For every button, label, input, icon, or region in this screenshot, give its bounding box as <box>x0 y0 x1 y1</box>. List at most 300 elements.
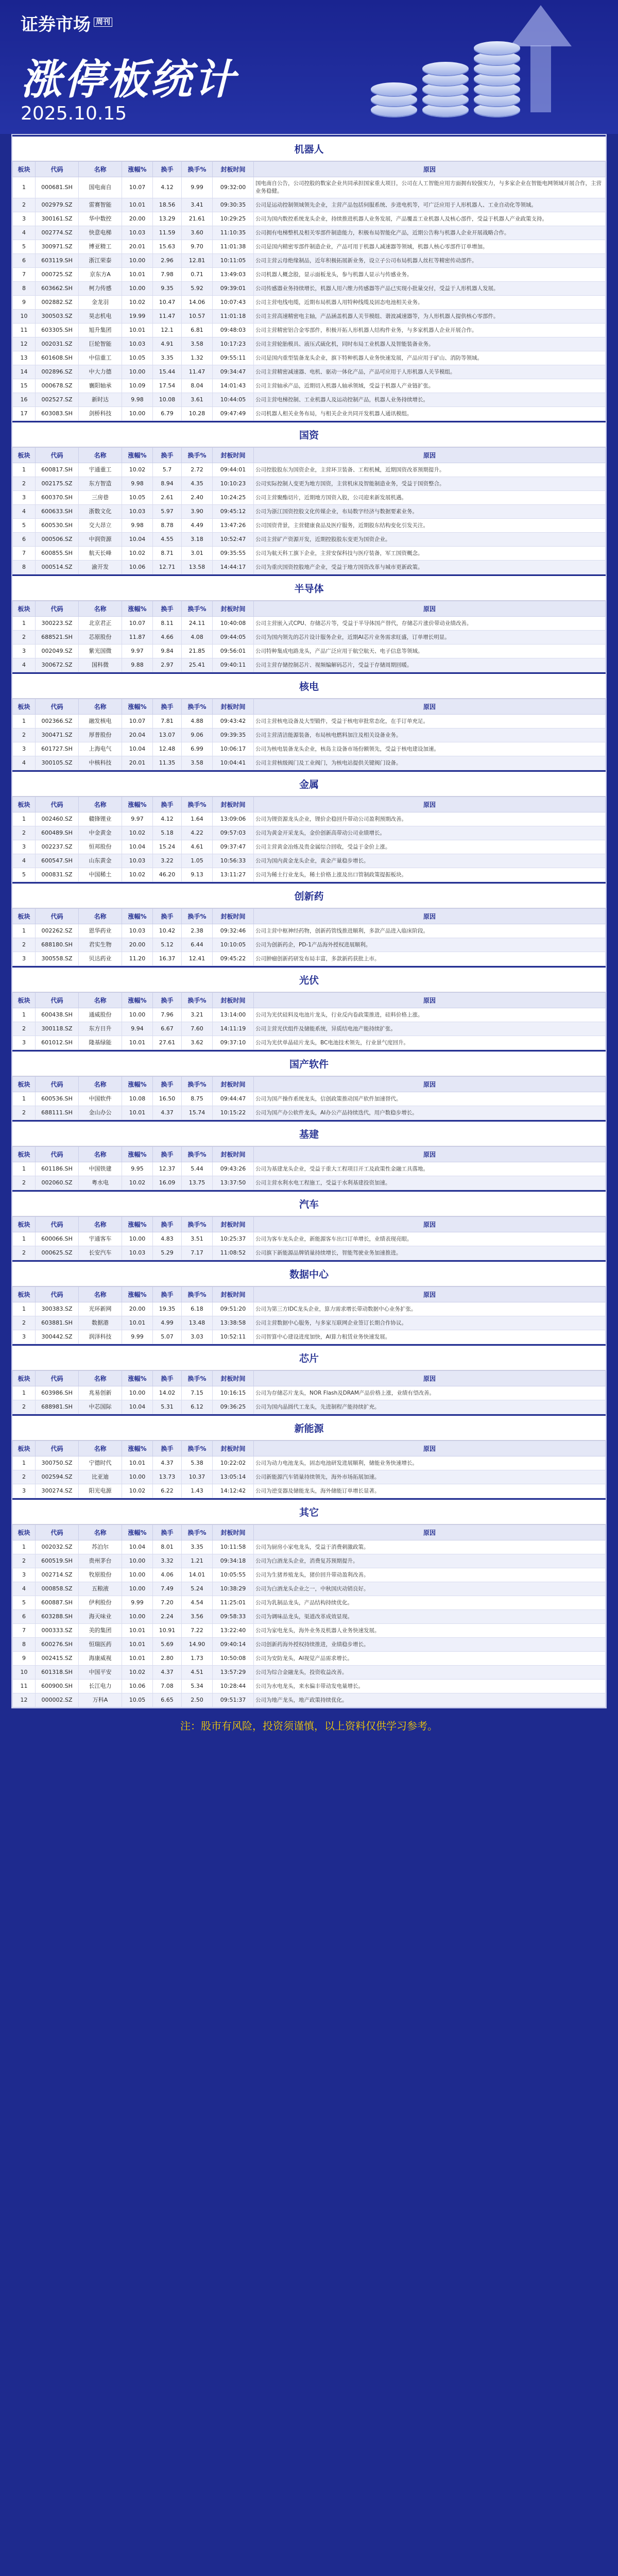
turnover-pct: 21.61 <box>182 212 213 226</box>
turnover-pct: 9.06 <box>182 728 213 742</box>
turnover-pct: 14.01 <box>182 1568 213 1582</box>
row-index: 3 <box>13 1568 36 1582</box>
column-header: 涨幅% <box>122 1147 153 1162</box>
stock-code: 600633.SH <box>36 505 79 519</box>
gain-pct: 10.04 <box>122 742 153 756</box>
limit-time: 14:01:43 <box>213 379 254 393</box>
row-index: 3 <box>13 952 36 966</box>
limit-time: 13:05:14 <box>213 1470 254 1484</box>
stock-code: 000678.SZ <box>36 379 79 393</box>
turnover: 8.71 <box>153 547 182 561</box>
turnover-pct: 13.75 <box>182 1176 213 1190</box>
column-header: 名称 <box>79 1217 122 1232</box>
row-index: 1 <box>13 177 36 198</box>
column-header: 原因 <box>254 699 606 715</box>
turnover-pct: 0.71 <box>182 268 213 282</box>
row-index: 1 <box>13 1540 36 1554</box>
column-header: 换手% <box>182 909 213 924</box>
turnover: 10.47 <box>153 296 182 310</box>
turnover: 4.55 <box>153 533 182 547</box>
column-header: 涨幅% <box>122 1525 153 1540</box>
row-index: 3 <box>13 491 36 505</box>
turnover: 12.71 <box>153 561 182 574</box>
turnover: 3.32 <box>153 1554 182 1568</box>
stock-code: 300471.SZ <box>36 728 79 742</box>
column-header: 换手 <box>153 699 182 715</box>
column-header: 涨幅% <box>122 1441 153 1456</box>
limit-time: 10:50:08 <box>213 1652 254 1666</box>
column-header: 板块 <box>13 797 36 812</box>
stock-code: 601186.SH <box>36 1162 79 1176</box>
table-row <box>13 561 606 574</box>
column-header: 封板时间 <box>213 1077 254 1092</box>
stock-code: 688521.SH <box>36 631 79 645</box>
turnover-pct: 3.90 <box>182 505 213 519</box>
row-index: 11 <box>13 324 36 337</box>
column-header: 代码 <box>36 162 79 177</box>
row-index: 2 <box>13 1106 36 1120</box>
reason-text: 公司为国内晶圆代工龙头，先进制程产能持续扩充。 <box>254 1400 606 1414</box>
table-row <box>13 1680 606 1693</box>
stock-code: 600855.SH <box>36 547 79 561</box>
turnover-pct: 7.22 <box>182 1624 213 1638</box>
column-header: 封板时间 <box>213 993 254 1008</box>
row-index: 2 <box>13 198 36 212</box>
table-row <box>13 715 606 728</box>
reason-text: 公司为稀土行业龙头，稀土价格上涨及出口管制政策提振板块。 <box>254 868 606 882</box>
turnover: 6.22 <box>153 1484 182 1498</box>
table-row <box>13 1693 606 1707</box>
column-header: 封板时间 <box>213 448 254 463</box>
column-header: 换手% <box>182 1147 213 1162</box>
column-header: 涨幅% <box>122 797 153 812</box>
stock-code: 000333.SZ <box>36 1624 79 1638</box>
row-index: 2 <box>13 1400 36 1414</box>
reason-text: 公司主营轴承产品，近期切入机器人轴承领域，受益于机器人产业链扩张。 <box>254 379 606 393</box>
stock-code: 603083.SH <box>36 407 79 421</box>
row-index: 3 <box>13 742 36 756</box>
turnover-pct: 3.58 <box>182 337 213 351</box>
row-index: 1 <box>13 463 36 477</box>
reason-text: 公司新能源汽车销量持续领先，海外市场拓展加速。 <box>254 1470 606 1484</box>
row-index: 4 <box>13 658 36 672</box>
stock-name: 恒邦股份 <box>79 840 122 854</box>
column-header: 原因 <box>254 909 606 924</box>
stock-code: 002031.SZ <box>36 337 79 351</box>
section-table <box>12 908 606 966</box>
column-header: 原因 <box>254 162 606 177</box>
table-row <box>13 177 606 198</box>
row-index: 9 <box>13 296 36 310</box>
row-index: 12 <box>13 337 36 351</box>
reason-text: 公司为白酒龙头企业，消费复苏预期提升。 <box>254 1554 606 1568</box>
column-header: 代码 <box>36 1147 79 1162</box>
row-index: 4 <box>13 1582 36 1596</box>
stock-name: 兆易创新 <box>79 1386 122 1400</box>
row-index: 3 <box>13 1330 36 1344</box>
stock-code: 300442.SZ <box>36 1330 79 1344</box>
column-header: 名称 <box>79 993 122 1008</box>
stock-code: 000625.SZ <box>36 1246 79 1260</box>
stock-code: 002175.SZ <box>36 477 79 491</box>
column-header: 名称 <box>79 699 122 715</box>
turnover-pct: 5.44 <box>182 1162 213 1176</box>
column-header: 板块 <box>13 1147 36 1162</box>
limit-time: 10:07:43 <box>213 296 254 310</box>
reason-text: 公司为白酒龙头企业之一，中秋国庆动销良好。 <box>254 1582 606 1596</box>
turnover-pct: 9.13 <box>182 868 213 882</box>
table-row <box>13 268 606 282</box>
gain-pct: 10.02 <box>122 1666 153 1680</box>
limit-time: 09:32:46 <box>213 924 254 938</box>
stock-name: 中国软件 <box>79 1092 122 1106</box>
turnover-pct: 2.38 <box>182 924 213 938</box>
reason-text: 公司控股股东为国资企业，主营环卫装备、工程机械，近期国资改革预期提升。 <box>254 463 606 477</box>
stock-code: 603881.SH <box>36 1316 79 1330</box>
table-row <box>13 924 606 938</box>
gain-pct: 9.99 <box>122 1596 153 1610</box>
gain-pct: 10.03 <box>122 924 153 938</box>
column-header: 换手% <box>182 1077 213 1092</box>
row-index: 8 <box>13 1638 36 1652</box>
row-index: 2 <box>13 1554 36 1568</box>
stock-name: 芯原股份 <box>79 631 122 645</box>
column-header: 原因 <box>254 448 606 463</box>
turnover-pct: 4.35 <box>182 477 213 491</box>
turnover: 9.35 <box>153 282 182 296</box>
stock-code: 002366.SZ <box>36 715 79 728</box>
stock-name: 阳光电源 <box>79 1484 122 1498</box>
stock-code: 002882.SZ <box>36 296 79 310</box>
row-index: 7 <box>13 1624 36 1638</box>
stock-code: 601608.SH <box>36 351 79 365</box>
stock-name: 隆基绿能 <box>79 1036 122 1050</box>
row-index: 1 <box>13 1162 36 1176</box>
gain-pct: 10.00 <box>122 1582 153 1596</box>
table-row <box>13 631 606 645</box>
limit-time: 10:16:15 <box>213 1386 254 1400</box>
gain-pct: 10.02 <box>122 826 153 840</box>
column-header: 换手% <box>182 1217 213 1232</box>
section-table <box>12 796 606 882</box>
turnover: 4.91 <box>153 337 182 351</box>
section-title: 半导体 <box>12 574 606 601</box>
stock-code: 688981.SH <box>36 1400 79 1414</box>
brand-name: 证券市场 <box>21 14 91 35</box>
stock-name: 厚普股份 <box>79 728 122 742</box>
column-header: 换手 <box>153 1371 182 1386</box>
stock-name: 昊志机电 <box>79 310 122 324</box>
column-header: 涨幅% <box>122 162 153 177</box>
row-index: 11 <box>13 1680 36 1693</box>
stock-name: 恒瑞医药 <box>79 1638 122 1652</box>
stock-name: 紫光国微 <box>79 645 122 658</box>
stock-name: 海康威视 <box>79 1652 122 1666</box>
reason-text: 公司智算中心建设进度加快，AI算力租赁业务快速发展。 <box>254 1330 606 1344</box>
limit-time: 13:49:03 <box>213 268 254 282</box>
brand-badge: 周刊 <box>94 18 112 27</box>
gain-pct: 10.01 <box>122 1106 153 1120</box>
table-row <box>13 1162 606 1176</box>
row-index: 6 <box>13 254 36 268</box>
row-index: 13 <box>13 351 36 365</box>
column-header: 换手% <box>182 1371 213 1386</box>
turnover-pct: 4.51 <box>182 1666 213 1680</box>
gain-pct: 9.98 <box>122 519 153 533</box>
table-row <box>13 658 606 672</box>
turnover-pct: 6.44 <box>182 938 213 952</box>
stock-name: 金山办公 <box>79 1106 122 1120</box>
column-header: 涨幅% <box>122 601 153 617</box>
gain-pct: 10.01 <box>122 1624 153 1638</box>
table-row <box>13 282 606 296</box>
turnover-pct: 7.17 <box>182 1246 213 1260</box>
stock-code: 300274.SZ <box>36 1484 79 1498</box>
limit-time: 10:05:55 <box>213 1568 254 1582</box>
table-row <box>13 407 606 421</box>
stock-name: 巨轮智能 <box>79 337 122 351</box>
stock-name: 中芯国际 <box>79 1400 122 1414</box>
row-index: 7 <box>13 547 36 561</box>
limit-time: 09:55:11 <box>213 351 254 365</box>
column-header: 涨幅% <box>122 1077 153 1092</box>
turnover-pct: 4.08 <box>182 631 213 645</box>
table-row <box>13 1316 606 1330</box>
column-header: 换手 <box>153 993 182 1008</box>
limit-time: 14:12:42 <box>213 1484 254 1498</box>
column-header: 原因 <box>254 993 606 1008</box>
column-header: 原因 <box>254 601 606 617</box>
gain-pct: 10.01 <box>122 1638 153 1652</box>
stock-name: 中润资源 <box>79 533 122 547</box>
gain-pct: 11.87 <box>122 631 153 645</box>
gain-pct: 20.01 <box>122 756 153 770</box>
turnover: 6.67 <box>153 1022 182 1036</box>
limit-time: 09:51:37 <box>213 1693 254 1707</box>
turnover: 7.96 <box>153 1008 182 1022</box>
stock-name: 华中数控 <box>79 212 122 226</box>
column-header: 换手 <box>153 1525 182 1540</box>
column-header: 换手% <box>182 797 213 812</box>
table-row <box>13 728 606 742</box>
column-header: 封板时间 <box>213 1371 254 1386</box>
reason-text: 公司为国产操作系统龙头，信创政策推动国产软件加速替代。 <box>254 1092 606 1106</box>
turnover: 7.81 <box>153 715 182 728</box>
gain-pct: 20.00 <box>122 212 153 226</box>
row-index: 4 <box>13 505 36 519</box>
stock-name: 东方日升 <box>79 1022 122 1036</box>
stock-name: 旭升集团 <box>79 324 122 337</box>
stock-name: 五粮液 <box>79 1582 122 1596</box>
turnover: 6.79 <box>153 407 182 421</box>
table-row <box>13 365 606 379</box>
turnover-pct: 7.15 <box>182 1386 213 1400</box>
table-row <box>13 254 606 268</box>
table-row <box>13 868 606 882</box>
table-row <box>13 1624 606 1638</box>
column-header: 涨幅% <box>122 1217 153 1232</box>
turnover: 4.37 <box>153 1106 182 1120</box>
limit-time: 10:28:44 <box>213 1680 254 1693</box>
limit-time: 09:44:05 <box>213 631 254 645</box>
limit-time: 09:40:14 <box>213 1638 254 1652</box>
gain-pct: 10.03 <box>122 854 153 868</box>
column-header: 涨幅% <box>122 1371 153 1386</box>
turnover-pct: 3.01 <box>182 547 213 561</box>
stock-name: 中大力德 <box>79 365 122 379</box>
gain-pct: 9.98 <box>122 477 153 491</box>
limit-time: 10:17:23 <box>213 337 254 351</box>
row-index: 4 <box>13 756 36 770</box>
turnover: 4.83 <box>153 1232 182 1246</box>
table-row <box>13 1638 606 1652</box>
stock-name: 长江电力 <box>79 1680 122 1693</box>
gain-pct: 10.02 <box>122 296 153 310</box>
reason-text: 公司主营光伏组件及储能系统，异质结电池产能持续扩张。 <box>254 1022 606 1036</box>
column-header: 名称 <box>79 1371 122 1386</box>
reason-text: 公司为第三方IDC龙头企业，算力需求增长带动数据中心业务扩张。 <box>254 1302 606 1316</box>
stock-name: 柯力传感 <box>79 282 122 296</box>
gain-pct: 10.00 <box>122 407 153 421</box>
section-table <box>12 1076 606 1120</box>
turnover-pct: 25.41 <box>182 658 213 672</box>
row-index: 3 <box>13 645 36 658</box>
gain-pct: 10.00 <box>122 1232 153 1246</box>
column-header: 原因 <box>254 1147 606 1162</box>
gain-pct: 10.07 <box>122 177 153 198</box>
reason-text: 公司为存储芯片龙头，NOR Flash及DRAM产品价格上涨，业绩有望改善。 <box>254 1386 606 1400</box>
limit-time: 13:38:58 <box>213 1316 254 1330</box>
row-index: 6 <box>13 533 36 547</box>
column-header: 板块 <box>13 1287 36 1302</box>
column-header: 封板时间 <box>213 699 254 715</box>
turnover-pct: 5.92 <box>182 282 213 296</box>
gain-pct: 10.00 <box>122 1554 153 1568</box>
stock-code: 300503.SZ <box>36 310 79 324</box>
turnover: 13.73 <box>153 1470 182 1484</box>
turnover: 5.7 <box>153 463 182 477</box>
turnover-pct: 1.43 <box>182 1484 213 1498</box>
turnover: 13.29 <box>153 212 182 226</box>
table-row <box>13 1484 606 1498</box>
stock-code: 300971.SZ <box>36 240 79 254</box>
turnover: 4.12 <box>153 812 182 826</box>
limit-time: 09:45:12 <box>213 505 254 519</box>
gain-pct: 9.94 <box>122 1022 153 1036</box>
turnover-pct: 3.41 <box>182 198 213 212</box>
stock-name: 国电南自 <box>79 177 122 198</box>
column-header: 换手 <box>153 909 182 924</box>
turnover-pct: 10.28 <box>182 407 213 421</box>
stock-code: 603119.SH <box>36 254 79 268</box>
column-header: 代码 <box>36 1217 79 1232</box>
reason-text: 公司主营轮胎模具、液压式硫化机，同时布局工业机器人及智能装备业务。 <box>254 337 606 351</box>
section-title: 创新药 <box>12 882 606 908</box>
turnover-pct: 8.04 <box>182 379 213 393</box>
reason-text: 公司主营精密减速器、电机、驱动一体化产品，产品可应用于人形机器人关节模组。 <box>254 365 606 379</box>
page-title: 涨停板统计 <box>21 56 237 104</box>
stock-code: 600817.SH <box>36 463 79 477</box>
column-header: 涨幅% <box>122 993 153 1008</box>
turnover-pct: 4.54 <box>182 1596 213 1610</box>
section-table <box>12 161 606 421</box>
row-index: 1 <box>13 812 36 826</box>
turnover: 19.35 <box>153 1302 182 1316</box>
stock-name: 贵州茅台 <box>79 1554 122 1568</box>
turnover: 16.50 <box>153 1092 182 1106</box>
row-index: 2 <box>13 631 36 645</box>
brand-logo <box>21 10 112 36</box>
row-index: 1 <box>13 1008 36 1022</box>
column-header: 换手% <box>182 601 213 617</box>
column-header: 名称 <box>79 1147 122 1162</box>
column-header: 板块 <box>13 601 36 617</box>
hero-banner <box>0 0 618 134</box>
stock-name: 山东黄金 <box>79 854 122 868</box>
table-row <box>13 826 606 840</box>
turnover-pct: 9.70 <box>182 240 213 254</box>
stock-code: 600489.SH <box>36 826 79 840</box>
gain-pct: 10.03 <box>122 226 153 240</box>
table-row <box>13 547 606 561</box>
column-header: 封板时间 <box>213 601 254 617</box>
stock-name: 新时达 <box>79 393 122 407</box>
stock-code: 600370.SH <box>36 491 79 505</box>
stock-code: 000858.SZ <box>36 1582 79 1596</box>
stock-code: 603662.SH <box>36 282 79 296</box>
stock-code: 002262.SZ <box>36 924 79 938</box>
reason-text: 公司是国内重型装备龙头企业，旗下特种机器人业务快速发展，产品应用于矿山、消防等领域。 <box>254 351 606 365</box>
row-index: 3 <box>13 840 36 854</box>
turnover: 8.01 <box>153 1540 182 1554</box>
limit-time: 09:48:03 <box>213 324 254 337</box>
stock-code: 300223.SZ <box>36 617 79 631</box>
reason-text: 公司为国内数控系统龙头企业，持续推进机器人业务发展，产品覆盖工业机器人及核心部件，受益于机器人产业政策支持。 <box>254 212 606 226</box>
turnover: 15.24 <box>153 840 182 854</box>
turnover-pct: 4.61 <box>182 840 213 854</box>
column-header: 板块 <box>13 1077 36 1092</box>
turnover-pct: 1.73 <box>182 1652 213 1666</box>
limit-time: 11:25:01 <box>213 1596 254 1610</box>
table-row <box>13 519 606 533</box>
row-index: 15 <box>13 379 36 393</box>
reason-text: 公司主营清洁能源装备，布局核电燃料加注及相关设备业务。 <box>254 728 606 742</box>
turnover: 2.80 <box>153 1652 182 1666</box>
turnover-pct: 6.81 <box>182 324 213 337</box>
column-header: 名称 <box>79 797 122 812</box>
reason-text: 公司为核电装备龙头企业，核岛主设备市场份额领先，受益于核电建设加速。 <box>254 742 606 756</box>
stock-name: 通威股份 <box>79 1008 122 1022</box>
stock-name: 浙江荣泰 <box>79 254 122 268</box>
column-header: 换手% <box>182 993 213 1008</box>
stock-code: 603986.SH <box>36 1386 79 1400</box>
stock-code: 002774.SZ <box>36 226 79 240</box>
turnover-pct: 3.58 <box>182 756 213 770</box>
stock-name: 东方智造 <box>79 477 122 491</box>
turnover-pct: 5.24 <box>182 1582 213 1596</box>
stock-code: 002049.SZ <box>36 645 79 658</box>
limit-time: 09:39:01 <box>213 282 254 296</box>
turnover: 2.61 <box>153 491 182 505</box>
reason-text: 公司主营云母绝缘制品，近年积极拓展新业务，设立子公司布局机器人丝杠等精密传动部件。 <box>254 254 606 268</box>
turnover: 6.65 <box>153 1693 182 1707</box>
turnover-pct: 6.18 <box>182 1302 213 1316</box>
turnover: 5.18 <box>153 826 182 840</box>
column-header: 板块 <box>13 1217 36 1232</box>
gain-pct: 20.04 <box>122 728 153 742</box>
reason-text: 公司为基建龙头企业，受益于重大工程项目开工及政策性金融工具落地。 <box>254 1162 606 1176</box>
table-row <box>13 533 606 547</box>
